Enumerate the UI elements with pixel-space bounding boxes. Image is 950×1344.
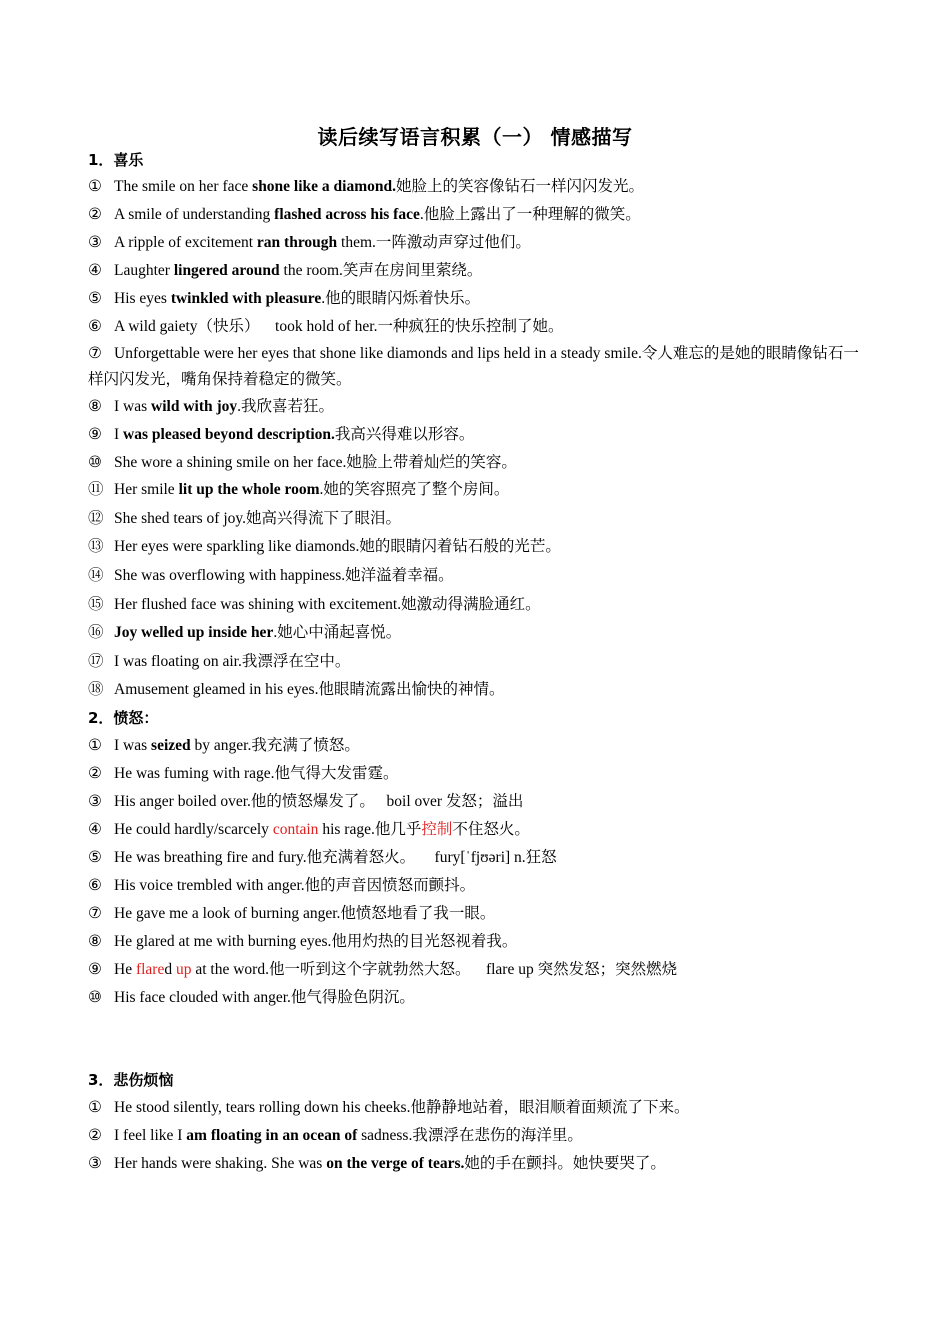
phrase-text: Her smile — [114, 481, 179, 498]
phrase-line — [88, 202, 868, 228]
key-phrase: shone like a diamond. — [252, 178, 397, 195]
key-phrase: flashed across his face — [274, 206, 420, 223]
phrase-text: 我高兴得难以形容。 — [334, 426, 475, 443]
item-number: ② — [88, 206, 102, 223]
item-number: ⑮ — [88, 596, 104, 613]
item-number: ⑱ — [88, 681, 104, 698]
item-number: ⑧ — [88, 398, 102, 415]
phrase-text: He could hardly/scarcely — [114, 821, 273, 838]
item-number: ② — [88, 765, 102, 782]
phrase-text: His face clouded with anger.他气得脸色阴沉。 — [114, 989, 415, 1006]
phrase-text: Her flushed face was shining with excitement.她激动得满脸通红。 — [114, 596, 541, 613]
phrase-text: He glared at me with burning eyes.他用灼热的目光怒视着我。 — [114, 933, 518, 950]
phrase-text: Her eyes were sparkling like diamonds.她的眼睛闪着钻石般的光芒。 — [114, 538, 561, 555]
phrase-line — [88, 286, 868, 312]
phrase-text: the room.笑声在房间里萦绕。 — [279, 262, 483, 279]
item-number: ⑪ — [88, 481, 104, 498]
phrase-line — [88, 1123, 868, 1149]
phrase-line — [88, 733, 868, 759]
phrase-text: I — [114, 426, 124, 443]
key-phrase: was pleased beyond description. — [123, 426, 335, 443]
item-number: ② — [88, 1127, 102, 1144]
phrase-text: .她的笑容照亮了整个房间。 — [319, 481, 510, 498]
section-heading: 1．喜乐 — [88, 151, 144, 169]
phrase-text: .他脸上露出了一种理解的微笑。 — [419, 206, 641, 223]
key-phrase: Joy welled up inside her — [114, 624, 274, 641]
phrase-line — [88, 341, 868, 393]
phrase-text: I was — [114, 737, 152, 754]
section-heading: 2．愤怒： — [88, 709, 159, 727]
item-number: ⑦ — [88, 905, 102, 922]
phrase-text: sadness.我漂浮在悲伤的海洋里。 — [357, 1127, 583, 1144]
phrase-line — [88, 422, 868, 448]
phrase-text: 她的手在颤抖。她快要哭了。 — [464, 1155, 666, 1172]
phrase-line — [88, 957, 868, 983]
section-heading: 3．悲伤烦恼 — [88, 1071, 174, 1089]
phrase-line — [88, 789, 868, 815]
phrase-line — [88, 901, 868, 927]
phrase-text: .他的眼睛闪烁着快乐。 — [321, 290, 481, 307]
phrase-line — [88, 450, 868, 476]
key-phrase: on the verge of tears. — [326, 1155, 465, 1172]
key-phrase: twinkled with pleasure — [170, 290, 322, 307]
phrase-text: She was overflowing with happiness.她洋溢着幸福。 — [114, 567, 454, 584]
phrase-text: Laughter — [114, 262, 174, 279]
item-number: ① — [88, 737, 102, 754]
phrase-line — [88, 592, 868, 618]
item-number: ③ — [88, 234, 102, 251]
phrase-text: Unforgettable were her eyes that shone like diamonds and lips held in a steady smile.令人难忘的是她的眼睛像钻石一样闪闪发光，嘴角保持着稳定的微笑。 — [88, 345, 859, 388]
item-number: ⑨ — [88, 961, 102, 978]
phrase-text: 她脸上的笑容像钻石一样闪闪发光。 — [396, 178, 645, 195]
phrase-line — [88, 230, 868, 256]
phrase-text: He — [114, 961, 136, 978]
phrase-text: A ripple of excitement — [114, 234, 257, 251]
key-phrase: lit up the whole room — [178, 481, 320, 498]
phrase-line — [88, 174, 868, 200]
page-title: 读后续写语言积累（一） 情感描写 — [317, 125, 633, 149]
phrase-line — [88, 314, 868, 340]
highlighted-word: contain — [272, 821, 319, 838]
item-number: ① — [88, 1099, 102, 1116]
item-number: ⑩ — [88, 454, 102, 471]
phrase-line — [88, 563, 868, 589]
phrase-text: I was floating on air.我漂浮在空中。 — [114, 653, 351, 670]
phrase-text: His voice trembled with anger.他的声音因愤怒而颤抖。 — [114, 877, 476, 894]
phrase-text: The smile on her face — [114, 178, 253, 195]
phrase-text: He was fuming with rage.他气得大发雷霆。 — [114, 765, 399, 782]
phrase-text: A wild gaiety（快乐） took hold of her.一种疯狂的快乐控制了她。 — [114, 318, 564, 335]
phrase-line — [88, 985, 868, 1011]
phrase-text: His anger boiled over.他的愤怒爆发了。 boil over 发怒；溢出 — [114, 793, 524, 810]
highlighted-word: 控制 — [421, 821, 453, 838]
key-phrase: lingered around — [173, 262, 280, 279]
phrase-line — [88, 761, 868, 787]
phrase-text: I feel like I — [114, 1127, 187, 1144]
phrase-line — [88, 477, 868, 503]
phrase-text: She wore a shining smile on her face.她脸上带着灿烂的笑容。 — [114, 454, 517, 471]
phrase-text: She shed tears of joy.她高兴得流下了眼泪。 — [114, 510, 402, 527]
item-number: ⑩ — [88, 989, 102, 1006]
item-number: ⑤ — [88, 849, 102, 866]
phrase-text: He gave me a look of burning anger.他愤怒地看了我一眼。 — [114, 905, 496, 922]
item-number: ⑭ — [88, 567, 104, 584]
item-number: ① — [88, 178, 102, 195]
item-number: ④ — [88, 262, 102, 279]
phrase-text: Amusement gleamed in his eyes.他眼睛流露出愉快的神情。 — [114, 681, 505, 698]
phrase-line — [88, 929, 868, 955]
item-number: ⑦ — [88, 345, 102, 362]
item-number: ③ — [88, 1155, 102, 1172]
item-number: ⑫ — [88, 510, 104, 527]
phrase-line — [88, 534, 868, 560]
phrase-text: A smile of understanding — [114, 206, 275, 223]
phrase-text: by anger.我充满了愤怒。 — [190, 737, 360, 754]
item-number: ⑬ — [88, 538, 104, 555]
item-number: ⑰ — [88, 653, 104, 670]
key-phrase: ran through — [256, 234, 338, 251]
phrase-text: .她心中涌起喜悦。 — [273, 624, 402, 641]
phrase-line — [88, 394, 868, 420]
phrase-text: .我欣喜若狂。 — [237, 398, 335, 415]
key-phrase: am floating in an ocean of — [186, 1127, 358, 1144]
phrase-line — [88, 1151, 868, 1177]
item-number: ⑧ — [88, 933, 102, 950]
item-number: ⑤ — [88, 290, 102, 307]
item-number: ⑥ — [88, 877, 102, 894]
phrase-text: I was — [114, 398, 152, 415]
phrase-line — [88, 258, 868, 284]
phrase-line — [88, 620, 868, 646]
item-number: ④ — [88, 821, 102, 838]
item-number: ⑯ — [88, 624, 104, 641]
phrase-text: He was breathing fire and fury.他充满着怒火。 fury[ˈfjʊəri] n.狂怒 — [114, 849, 557, 866]
highlighted-word: up — [175, 961, 192, 978]
phrase-line — [88, 845, 868, 871]
phrase-text: 不住怒火。 — [452, 821, 530, 838]
phrase-text: d — [164, 961, 176, 978]
phrase-line — [88, 649, 868, 675]
highlighted-word: flare — [135, 961, 165, 978]
key-phrase: wild with joy — [151, 398, 238, 415]
item-number: ⑨ — [88, 426, 102, 443]
phrase-line — [88, 506, 868, 532]
phrase-text: them.一阵激动声穿过他们。 — [337, 234, 531, 251]
phrase-text: at the word.他一听到这个字就勃然大怒。 flare up 突然发怒；突然燃烧 — [191, 961, 678, 978]
phrase-text: His eyes — [114, 290, 171, 307]
phrase-text: He stood silently, tears rolling down his cheeks.他静静地站着，眼泪顺着面颊流了下来。 — [114, 1099, 690, 1116]
phrase-line — [88, 817, 868, 843]
phrase-line — [88, 1095, 868, 1121]
key-phrase: seized — [151, 737, 191, 754]
item-number: ③ — [88, 793, 102, 810]
item-number: ⑥ — [88, 318, 102, 335]
phrase-text: his rage.他几乎 — [318, 821, 422, 838]
phrase-text: Her hands were shaking. She was — [114, 1155, 327, 1172]
phrase-line — [88, 873, 868, 899]
phrase-line — [88, 677, 868, 703]
